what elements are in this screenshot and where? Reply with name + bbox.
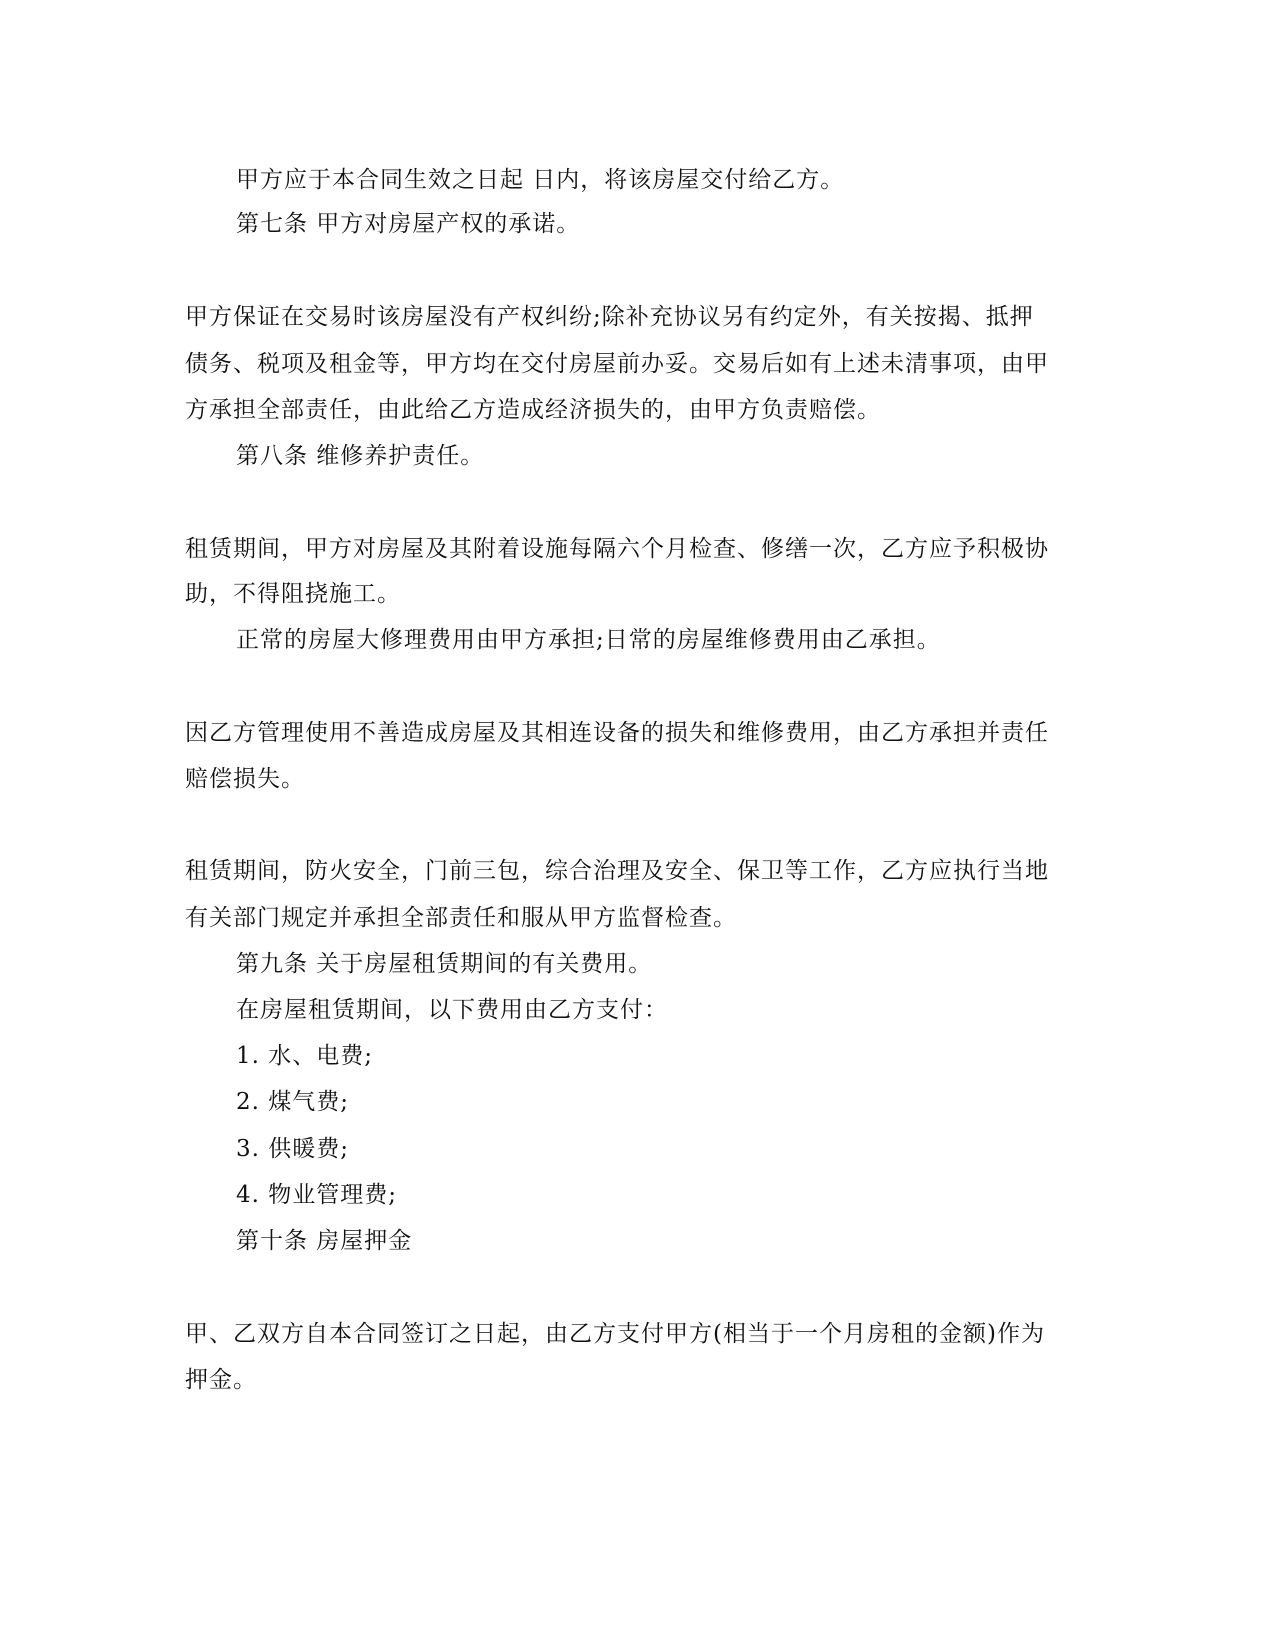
- list-item: 3. 供暖费;: [236, 1136, 350, 1162]
- paragraph-line: 甲方应于本合同生效之日起 日内，将该房屋交付给乙方。: [236, 167, 845, 193]
- article-heading: 第十条 房屋押金: [236, 1228, 413, 1254]
- paragraph-line: 在房屋租赁期间，以下费用由乙方支付：: [236, 997, 668, 1023]
- article-heading: 第八条 维修养护责任。: [236, 443, 485, 469]
- paragraph-line: 方承担全部责任，由此给乙方造成经济损失的，由甲方负责赔偿。: [185, 397, 881, 423]
- paragraph-line: 债务、税项及租金等，甲方均在交付房屋前办妥。交易后如有上述未清事项，由甲: [185, 351, 1049, 377]
- paragraph-line: 押金。: [185, 1367, 257, 1393]
- paragraph-line: 甲方保证在交易时该房屋没有产权纠纷;除补充协议另有约定外，有关按揭、抵押: [185, 304, 1034, 330]
- list-item: 2. 煤气费;: [236, 1089, 350, 1115]
- paragraph-line: 助，不得阻挠施工。: [185, 581, 401, 607]
- paragraph-line: 因乙方管理使用不善造成房屋及其相连设备的损失和维修费用，由乙方承担并责任: [185, 720, 1049, 746]
- list-item: 1. 水、电费;: [236, 1043, 374, 1069]
- paragraph-line: 有关部门规定并承担全部责任和服从甲方监督检查。: [185, 905, 737, 931]
- paragraph-line: 租赁期间，防火安全，门前三包，综合治理及安全、保卫等工作，乙方应执行当地: [185, 858, 1049, 884]
- paragraph-line: 租赁期间，甲方对房屋及其附着设施每隔六个月检查、修缮一次，乙方应予积极协: [185, 536, 1049, 562]
- paragraph-line: 正常的房屋大修理费用由甲方承担;日常的房屋维修费用由乙承担。: [236, 627, 941, 653]
- article-heading: 第九条 关于房屋租赁期间的有关费用。: [236, 951, 653, 977]
- paragraph-line: 甲、乙双方自本合同签订之日起，由乙方支付甲方(相当于一个月房租的金额)作为: [185, 1321, 1045, 1347]
- article-heading: 第七条 甲方对房屋产权的承诺。: [236, 211, 581, 237]
- paragraph-line: 赔偿损失。: [185, 766, 305, 792]
- list-item: 4. 物业管理费;: [236, 1182, 398, 1208]
